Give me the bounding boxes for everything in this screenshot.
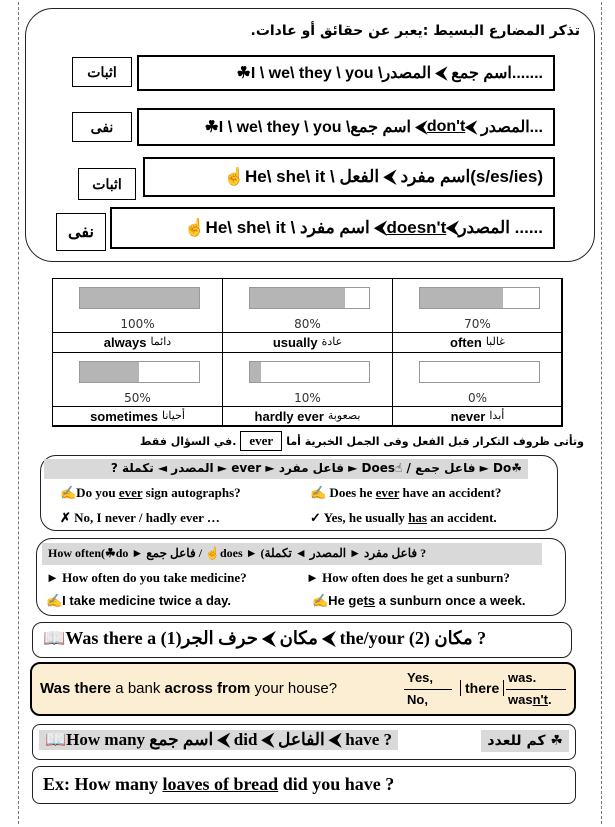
frequency-cell: [222, 352, 393, 427]
frequency-percent: 70%: [464, 317, 491, 331]
frequency-word: always: [103, 335, 147, 350]
a-u: ts: [363, 593, 376, 608]
how-often-answer-2: [312, 593, 525, 609]
ex-bold-2: across from: [164, 680, 251, 697]
how-many-formula: 📖How many اسم جمع ⮜ did ⮜ الفاعل ⮜ have ?: [39, 730, 398, 750]
how-often-answer-1: ✍I take medicine twice a day.: [46, 593, 232, 608]
frequency-arabic: عادة: [321, 336, 343, 348]
answer-no: No,: [407, 692, 428, 707]
answer-there: there: [460, 680, 504, 696]
how-often-question-2: ► How often does he get a sunburn?: [306, 570, 510, 585]
answer-yes: Yes,: [407, 670, 434, 685]
frequency-cell: [52, 278, 223, 353]
q-pre: ✍Do you: [60, 485, 119, 500]
q-u: ever: [375, 485, 400, 500]
a-post: a sunburn once a week.: [375, 593, 526, 608]
frequency-word: often: [450, 335, 482, 350]
frequency-word: hardly ever: [254, 409, 324, 424]
frequency-arabic: أبدا: [489, 410, 505, 422]
frequency-arabic: دائما: [150, 336, 172, 348]
was-there-formula-box: [32, 622, 572, 658]
frequency-level-bar: [419, 287, 540, 309]
ex-end: your house?: [250, 680, 338, 697]
ever-answer-2: [310, 510, 497, 526]
frequency-divider: [393, 406, 562, 407]
how-often-header: How often(☘do ► فاعل جمع / ☝does ► (فاعل مفرد ► المصدر ◄ تكملة ?: [42, 543, 542, 565]
frequency-level-fill: [80, 362, 140, 382]
ex-mid: a bank: [111, 680, 165, 697]
ever-header: ☘Do ► فاعل جمع / ☝Does ► فاعل مفرد ► ever ► المصدر ◄ تكملة ?: [44, 459, 528, 479]
frequency-cell: [52, 352, 223, 427]
a-pre: ✓ Yes, he usually: [310, 510, 409, 525]
frequency-word: sometimes: [90, 409, 158, 424]
frequency-divider: [223, 332, 392, 333]
frequency-label: [393, 335, 562, 350]
q-u: ever: [118, 485, 143, 500]
q-post: have an accident?: [399, 485, 502, 500]
frequency-percent: 0%: [467, 391, 488, 405]
frequency-level-fill: [80, 288, 199, 308]
frequency-label: [53, 409, 222, 424]
frequency-divider: [393, 332, 562, 333]
a-u: has: [408, 510, 427, 525]
how-often-question-1: ► How often do you take medicine?: [46, 570, 247, 585]
ex-pre: Ex: How many: [43, 774, 163, 794]
frequency-divider: [53, 406, 222, 407]
wasnt-pre: was: [508, 692, 533, 707]
frequency-divider: [53, 332, 222, 333]
frequency-label: [223, 409, 392, 424]
note-ever-box: ever: [240, 431, 282, 451]
was-there-example: [40, 680, 337, 697]
formula-post: ⮜ المصدر...: [465, 119, 543, 136]
frequency-level-fill: [250, 362, 262, 382]
singular-affirmative-formula: ☝He\ she\ it \ اسم مفرد ⮜ الفعل(s/es/ies): [143, 157, 555, 197]
frequency-level-bar: [79, 287, 200, 309]
frequency-percent: 10%: [294, 391, 321, 405]
answer-wasnt: [508, 692, 552, 707]
frequency-cell: [392, 278, 563, 353]
simple-present-title: تذكر المضارع البسيط :يعبر عن حقائق أو عادات.: [250, 23, 580, 39]
note-left: في السؤال فقط.: [140, 434, 237, 448]
ex-post: did you have ?: [278, 774, 395, 794]
frequency-percent: 100%: [120, 317, 155, 331]
frequency-label: [223, 335, 392, 350]
frequency-cell: [222, 278, 393, 353]
frequency-level-bar: [79, 361, 200, 383]
how-many-label: كم للعدد ☘: [481, 730, 569, 752]
plural-negative-formula: [137, 108, 555, 146]
formula-pre: ☘I \ we\ they \ you \اسم جمع ⮜: [204, 119, 427, 136]
frequency-label: [393, 409, 562, 424]
frequency-word: usually: [272, 335, 318, 350]
frequency-level-fill: [250, 288, 345, 308]
how-many-formula-box: [32, 724, 576, 760]
a-post: an accident.: [426, 510, 497, 525]
plural-affirmative-formula: ☘I \ we\ they \ you \اسم جمع ⮜ المصدر.......: [137, 55, 555, 91]
q-pre: ✍ Does he: [310, 485, 376, 500]
wasnt-post: .: [547, 692, 552, 707]
frequency-level-bar: [249, 361, 370, 383]
answer-divider-right: [506, 689, 566, 690]
ever-question-2: [310, 485, 501, 501]
frequency-percent: 80%: [294, 317, 321, 331]
formula-dont: don't: [426, 118, 466, 135]
frequency-word: never: [450, 409, 486, 424]
affirmative-tag-singular: اثبات: [78, 168, 136, 200]
frequency-percent: 50%: [124, 391, 151, 405]
formula-post: ⮜المصدر ......: [446, 218, 543, 237]
frequency-cell: [392, 352, 563, 427]
frequency-note: [140, 430, 584, 452]
frequency-adverbs-grid: [52, 278, 562, 426]
ever-answer-1: ✗ No, I never / hadly ever …: [60, 510, 220, 525]
frequency-arabic: بصعوبة: [327, 410, 361, 422]
ex-u: loaves of bread: [162, 774, 279, 794]
formula-pre: ☝He\ she\ it \ اسم مفرد ⮜: [184, 218, 387, 237]
ex-bold-1: Was there: [40, 680, 112, 697]
how-many-example-box: [32, 766, 576, 804]
a-pre: ✍He ge: [312, 593, 364, 608]
note-right: وتأتى ظروف التكرار قبل الفعل وفى الجمل الخبرية أما: [286, 434, 584, 448]
frequency-divider: [223, 406, 392, 407]
wasnt-u: n't: [532, 692, 548, 707]
was-there-example-box: [30, 662, 576, 716]
formula-doesnt: doesn't: [386, 218, 447, 237]
frequency-arabic: غالبا: [485, 336, 505, 348]
singular-negative-formula: [110, 207, 555, 249]
frequency-level-bar: [249, 287, 370, 309]
answer-was: was.: [508, 670, 537, 685]
how-many-example: [43, 774, 394, 795]
frequency-label: [53, 335, 222, 350]
negative-tag-plural: نفى: [72, 112, 132, 142]
frequency-arabic: أحيانا: [161, 410, 185, 422]
affirmative-tag-plural: اثبات: [72, 57, 132, 87]
ever-question-1: [60, 485, 241, 501]
q-post: sign autographs?: [142, 485, 241, 500]
frequency-level-fill: [420, 288, 503, 308]
frequency-level-bar: [419, 361, 540, 383]
was-there-formula: 📖Was there a (1)مكان ⮜ حرف الجر ⮜ the/your (2) مكان ?: [43, 628, 487, 648]
negative-tag-singular: نفى: [56, 213, 106, 251]
answer-divider-left: [404, 689, 452, 690]
